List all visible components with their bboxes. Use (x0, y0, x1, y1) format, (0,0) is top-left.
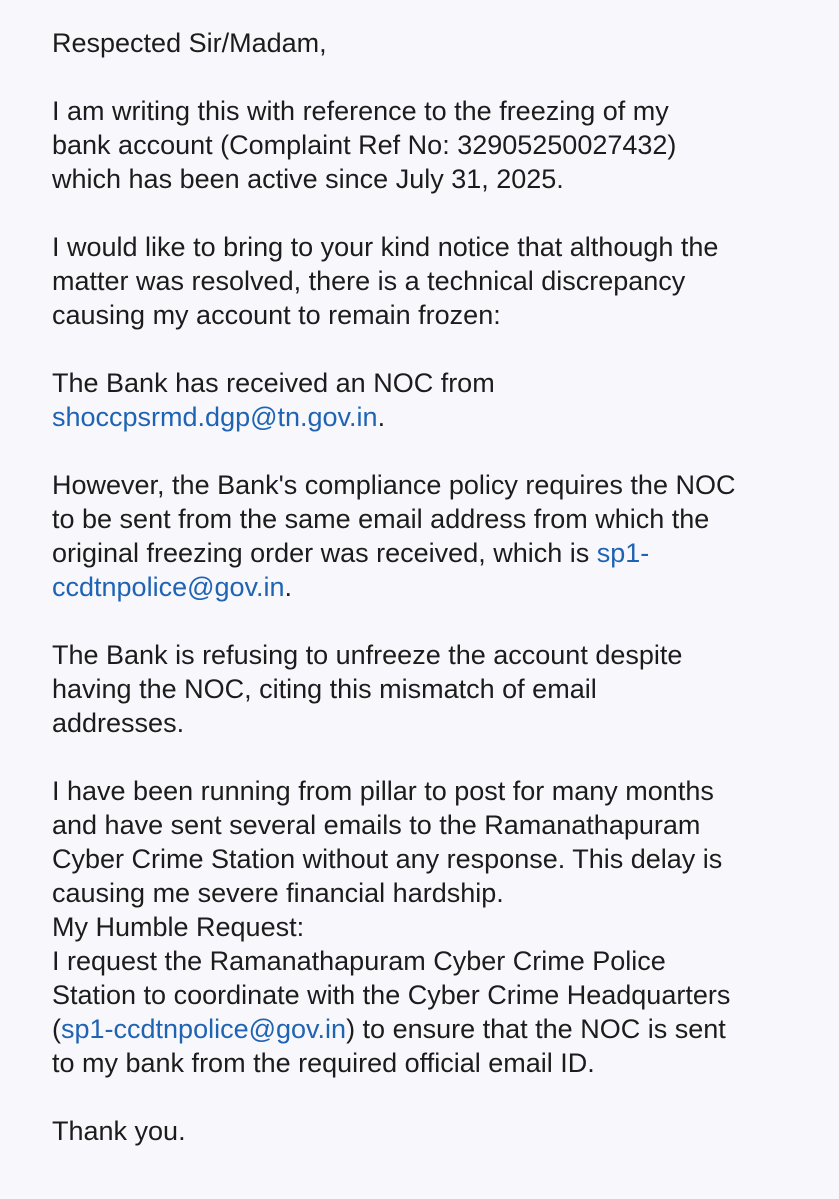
paragraph-line: and have sent several emails to the Ramanathapuram (52, 810, 701, 840)
email-link-sp1-part2[interactable]: ccdtnpolice@gov.in (52, 572, 285, 602)
email-link-shoccpsrmd[interactable]: shoccpsrmd.dgp@tn.gov.in (52, 402, 378, 432)
paragraph-line: addresses. (52, 708, 185, 738)
paragraph-line: which has been active since July 31, 2025. (52, 164, 564, 194)
paragraph-line: causing my account to remain frozen: (52, 300, 501, 330)
paragraph-line: causing me severe financial hardship. (52, 878, 504, 908)
paragraph-line (52, 536, 832, 570)
punctuation: . (377, 402, 386, 432)
paragraph-line: I would like to bring to your kind notice that although the (52, 232, 719, 262)
email-link-sp1-part1[interactable]: sp1- (596, 538, 650, 568)
paragraph-line: bank account (Complaint Ref No: 32905250027432) (52, 130, 677, 160)
paragraph-line: Cyber Crime Station without any response. This delay is (52, 844, 723, 874)
email-link-sp1-ccdtnpolice[interactable]: sp1-ccdtnpolice@gov.in (61, 1014, 347, 1044)
paragraph-line: The Bank is refusing to unfreeze the account despite (52, 640, 683, 670)
paragraph-line: I am writing this with reference to the freezing of my (52, 96, 669, 126)
paragraph-line: having the NOC, citing this mismatch of email (52, 674, 597, 704)
paragraph-line: to my bank from the required official email ID. (52, 1048, 595, 1078)
paragraph-line: The Bank has received an NOC from (52, 368, 495, 398)
paragraph-line: to be sent from the same email address from which the (52, 504, 710, 534)
request-heading: My Humble Request: (52, 912, 305, 942)
text-segment: ) to ensure that the NOC is sent (346, 1014, 726, 1044)
paragraph-line (52, 570, 832, 604)
salutation: Respected Sir/Madam, (52, 28, 327, 58)
paragraph-line: I request the Ramanathapuram Cyber Crime Police (52, 946, 666, 976)
text-segment: original freezing order was received, which is (52, 538, 597, 568)
text-segment: ( (52, 1014, 61, 1044)
paragraph-line: I have been running from pillar to post for many months (52, 776, 714, 806)
punctuation: . (284, 572, 293, 602)
paragraph-line (52, 400, 832, 434)
paragraph-line: matter was resolved, there is a technical discrepancy (52, 266, 686, 296)
closing: Thank you. (52, 1116, 186, 1146)
paragraph-line: However, the Bank's compliance policy requires the NOC (52, 470, 736, 500)
paragraph-line: Station to coordinate with the Cyber Crime Headquarters (52, 980, 731, 1010)
email-body (52, 26, 832, 1148)
paragraph-line (52, 1012, 832, 1046)
